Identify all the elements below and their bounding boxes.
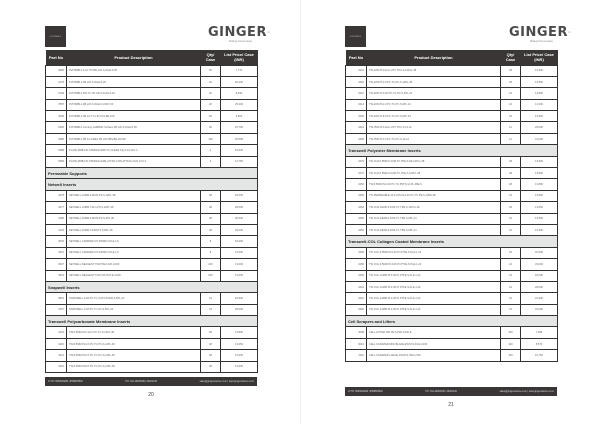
table-row <box>46 361 258 372</box>
part-number: 3462 <box>346 202 367 213</box>
qty-per-case: 24 <box>501 213 521 224</box>
list-price: 13,800 <box>521 168 558 179</box>
list-price: 13,800 <box>521 111 558 122</box>
table-row <box>346 350 558 361</box>
list-price: 25,200 <box>221 99 258 110</box>
list-price: 13,650 <box>221 338 258 349</box>
ginger-logo <box>208 25 271 43</box>
list-price: 13,800 <box>521 190 558 201</box>
part-number: 7887 <box>46 99 67 110</box>
list-price: 14,750 <box>221 156 258 167</box>
list-price: 30,000 <box>221 213 258 224</box>
table-row <box>346 259 558 270</box>
part-number: 3401 <box>346 65 367 76</box>
product-description: CELL LIFTER,180 PE,S,IND,1/100 E <box>367 327 501 338</box>
table-row <box>46 327 258 338</box>
product-description: TW,12W PL0.4um HTC TPC,S,12PL1.48 <box>367 65 501 76</box>
part-number: 3495 <box>346 247 367 258</box>
qty-per-case: 24 <box>501 304 521 315</box>
part-number: 3414 <box>346 99 367 110</box>
product-description: NETWELL,24MM,440UM,PS,S,12PL,48 <box>67 190 201 201</box>
list-price: 7,999 <box>521 327 558 338</box>
table-row <box>346 202 558 213</box>
product-description: NETWELL REAGENT TRAY,WHT,IN,E,1/200 <box>67 270 201 281</box>
list-price: 41,000 <box>521 133 558 144</box>
section-row <box>46 316 258 327</box>
list-price: 18,000 <box>221 190 258 201</box>
product-description: TW CLR,24MM,0.4UM,TC,TPE,S,6PL,24 <box>367 213 501 224</box>
qty-per-case: 8 <box>201 247 221 258</box>
table-row <box>46 156 258 167</box>
part-number: 3428 <box>346 133 367 144</box>
qty-per-case: 20 <box>201 99 221 110</box>
qty-per-case: 4 <box>201 145 221 156</box>
product-description: NETWELL CARRIER,KIT,15MM,N,IN,E,1,8 <box>67 236 201 247</box>
table-row <box>46 122 258 133</box>
price-table <box>45 50 258 373</box>
product-description: TW COL,12MM PL3.00 PI,PTFE,S,IN,E,1,24 <box>367 281 501 292</box>
qty-per-case: 48 <box>201 190 221 201</box>
table-row <box>346 156 558 167</box>
qty-per-case: 48 <box>201 350 221 361</box>
col-qty: Qty/ Case <box>501 50 521 65</box>
part-number: 3491 <box>346 281 367 292</box>
logo-text: GINGER <box>208 25 267 40</box>
part-number: 3450 <box>346 190 367 201</box>
qty-per-case: 4 <box>201 156 221 167</box>
product-description: PLTNMBL1.0B,LID,S,IN,ELS,20 <box>67 76 201 87</box>
section-row <box>346 316 558 327</box>
qty-per-case: 48 <box>501 76 521 87</box>
table-row <box>46 338 258 349</box>
table-row <box>346 281 558 292</box>
part-number: 3686 <box>46 133 67 144</box>
table-header <box>46 50 258 65</box>
part-number: 3493 <box>346 270 367 281</box>
part-number: 3421 <box>46 350 67 361</box>
qty-per-case: 24 <box>501 224 521 235</box>
part-number: 3450 <box>346 213 367 224</box>
part-number: 3521 <box>46 247 67 258</box>
qty-per-case: 24 <box>501 99 521 110</box>
product-description: CELL SCRAPER,LARGE,39CM,S,IND,1/100 <box>367 350 501 361</box>
footer-phone: ✆ HO: 9650020286 | 9599583502 <box>48 381 83 383</box>
product-description: TW,12W PL3.0 PC,TC,PC,S,12PL,48 <box>367 76 501 87</box>
col-description: Product Description <box>67 50 201 65</box>
list-price: 9,800 <box>221 111 258 122</box>
list-price: 13,600 <box>221 350 258 361</box>
page-number: 20 <box>148 392 154 398</box>
table-row <box>46 111 258 122</box>
part-number: 3415 <box>46 338 67 349</box>
table-row <box>346 293 558 304</box>
list-price: 19,530 <box>221 145 258 156</box>
list-price: 25,200 <box>221 76 258 87</box>
part-number: 3520 <box>46 236 67 247</box>
list-price: 31,900 <box>521 293 558 304</box>
table-row <box>46 88 258 99</box>
list-price: 18,000 <box>521 270 558 281</box>
product-description: TW,24W PL3.0 PC,TC,PC,S,6PL,24 <box>367 99 501 110</box>
table-row <box>46 270 258 281</box>
contact-footer <box>345 387 557 396</box>
qty-per-case: 48 <box>501 65 521 76</box>
part-number: 3519 <box>46 270 67 281</box>
table-row <box>46 145 258 156</box>
part-number: 3696 <box>46 111 67 122</box>
table-row <box>346 76 558 87</box>
qty-per-case: 24 <box>501 281 521 292</box>
product-description: TW,6.5MM PL3.0 PC,TC,PC,S,12PL,48 <box>67 338 201 349</box>
table-row <box>346 304 558 315</box>
part-number: 0989 <box>46 156 67 167</box>
table-row <box>346 270 558 281</box>
section-row <box>46 168 258 179</box>
product-description: TW,6.5MM PL8.0 PC,TC,PC,S,12PL,48 <box>67 361 201 372</box>
table-row <box>346 99 558 110</box>
part-number: 3010 <box>346 338 367 349</box>
part-number: 3472 <box>346 168 367 179</box>
part-number: 3460 <box>346 179 367 190</box>
section-title: Transwell Polyester Membrane Inserts <box>346 145 558 156</box>
qty-per-case: 24 <box>501 270 521 281</box>
list-price: 13,800 <box>521 65 558 76</box>
table-row <box>346 179 558 190</box>
product-description: PLATE,RMB,LID,STERILE,SIZE,ULTRA LOW ATTACH,S,IN,12/1.2 <box>67 156 201 167</box>
product-description: TW COL,6.5MM PL0.40 PI,PTFE,S,IN,E,1,24 <box>367 247 501 258</box>
logo-tagline: Making Science Easy <box>229 40 252 43</box>
section-title: Snapwell Inserts <box>46 281 258 292</box>
list-price: 13,800 <box>521 224 558 235</box>
list-price: 10,750 <box>521 350 558 361</box>
product-description: TW COL,24MM PL3.00 PI,PTFE,S,IN,E,1,24 <box>367 304 501 315</box>
section-row <box>46 179 258 190</box>
part-number: 3470 <box>346 156 367 167</box>
qty-per-case: 100 <box>501 338 521 349</box>
part-number: 3407 <box>46 304 67 315</box>
qty-per-case: 50 <box>201 65 221 76</box>
table-row <box>46 293 258 304</box>
list-price: 18,900 <box>221 293 258 304</box>
product-description: TW COL,12MM PL0.40 PI,PTFE,S,IN,E,1,24 <box>367 270 501 281</box>
price-table <box>345 50 558 362</box>
part-number: 6180 <box>46 213 67 224</box>
list-price: 29,000 <box>221 224 258 235</box>
part-number: 0890 <box>46 65 67 76</box>
part-number: 3492 <box>346 304 367 315</box>
table-row <box>346 224 558 235</box>
table-row <box>346 65 558 76</box>
qty-per-case: 24 <box>201 293 221 304</box>
part-number: 3420 <box>346 111 367 122</box>
qty-per-case: 24 <box>501 293 521 304</box>
trademark: ™ <box>567 31 572 35</box>
part-number: 3491 <box>346 293 367 304</box>
list-price: 14,800 <box>521 88 558 99</box>
trademark: ™ <box>266 31 271 35</box>
table-row <box>346 338 558 349</box>
product-description: TW CLR,6.5MM,3.0UM,TC,TPE,S,12PL1.48 <box>367 168 501 179</box>
product-description: PLATE,RMB,LID,STERILE,96W,TC,CLEAR,SQ,S,IN,12/1.4 <box>67 145 201 156</box>
list-price: 13,800 <box>521 179 558 190</box>
part-number: 3452 <box>346 224 367 235</box>
table-row <box>46 224 258 235</box>
product-description: TW COL,6.5MM PL3.00 PI,PTFE,S,IN,E,1,24 <box>367 259 501 270</box>
part-number: 0178 <box>46 76 67 87</box>
part-number: 3496 <box>346 259 367 270</box>
qty-per-case: 48 <box>201 327 221 338</box>
corning-logo: CORNING <box>45 26 66 47</box>
table-row <box>46 190 258 201</box>
part-number: 3527 <box>46 259 67 270</box>
table-row <box>46 65 258 76</box>
product-description: NETWELL,15MM,440UM,PS,S,6PL,48 <box>67 213 201 224</box>
qty-per-case: 100 <box>201 133 221 144</box>
qty-per-case: 24 <box>501 247 521 258</box>
table-row <box>46 76 258 87</box>
section-row <box>346 236 558 247</box>
table-header <box>346 50 558 65</box>
qty-per-case: 12 <box>501 133 521 144</box>
col-description: Product Description <box>367 50 501 65</box>
list-price: 29,000 <box>521 122 558 133</box>
qty-per-case: 100 <box>501 327 521 338</box>
qty-per-case: 48 <box>501 168 521 179</box>
qty-per-case: 48 <box>201 213 221 224</box>
list-price: 20,790 <box>221 122 258 133</box>
col-price: List Price/ Case (INR) <box>521 50 558 65</box>
footer-tel: HO: 011-26293036 | 26201236 <box>125 380 157 383</box>
list-price: 13,650 <box>521 202 558 213</box>
part-number: 3422 <box>46 361 67 372</box>
footer-phone: ✆ HO: 9650020286 | 9599583502 <box>348 391 383 393</box>
logo-tagline: Making Science Easy <box>530 40 553 43</box>
qty-per-case: 200 <box>201 270 221 281</box>
table-row <box>46 213 258 224</box>
product-description: NETWELL,24MM,74um,PS,S,12PL,48 <box>67 202 201 213</box>
col-part-no: Part No <box>346 50 367 65</box>
qty-per-case: 48 <box>201 224 221 235</box>
product-description: PLTNMBL1.0B,1/2 TC,LID,S,IN,BE,100 <box>67 111 201 122</box>
table-row <box>346 168 558 179</box>
qty-per-case: 48 <box>201 202 221 213</box>
part-number: 0988 <box>46 145 67 156</box>
list-price: 33,000 <box>521 259 558 270</box>
qty-per-case: 60 <box>201 111 221 122</box>
table-row <box>46 133 258 144</box>
part-number: 3412 <box>346 88 367 99</box>
col-qty: Qty/ Case <box>201 50 221 65</box>
list-price: 32,500 <box>521 247 558 258</box>
product-description: PLTNMBL1.Corning CellBIND Surface,FB,LID,S,IN,ELS,50 <box>67 122 201 133</box>
qty-per-case: 48 <box>501 156 521 167</box>
table-row <box>346 133 558 144</box>
contact-footer <box>45 377 257 386</box>
table-row <box>46 259 258 270</box>
qty-per-case: 20 <box>201 76 221 87</box>
qty-per-case: 24 <box>501 88 521 99</box>
section-title: Transwell Polycarbonate Membrane Inserts <box>46 316 258 327</box>
part-number: 3011 <box>346 350 367 361</box>
list-price: 13,800 <box>521 156 558 167</box>
product-description: TW CLR,6.5MM,0.4UM,TC,TPE,S,PE,12PL1.48 <box>367 156 501 167</box>
product-description: TW PERMEABLE,24,0,24S PL0.40 PC,TC,PE,S,12PE,48 <box>367 190 501 201</box>
qty-per-case: 24 <box>501 190 521 201</box>
product-description: SNAPWELL,0.40 PC,TC,PC,S,6PL,24 <box>67 304 201 315</box>
table-row <box>346 247 558 258</box>
list-price: 28,000 <box>221 304 258 315</box>
table-row <box>346 327 558 338</box>
logo-text: GINGER <box>509 25 568 40</box>
list-price: 28,000 <box>221 202 258 213</box>
product-description: NETWELL CARRIER,KIT,24MM,N,IN,E,1,8 <box>67 247 201 258</box>
product-description: NETWELL,15MM,74UM,PS,S,6PL,48 <box>67 224 201 235</box>
footer-tel: HO: 011-26293036 | 26201236 <box>425 390 457 393</box>
list-price: 54,000 <box>221 236 258 247</box>
product-description: PLTNMBL1.0B,LID,S,IN,ELS,ASSY,20 <box>67 99 201 110</box>
list-price: 7,770 <box>221 65 258 76</box>
product-description: TW,75W PL3.0 PC,TC,PC,S,12,12 <box>367 133 501 144</box>
product-description: TW,6.5MM PL0.4um PC,TC,S,12PL,48 <box>67 327 201 338</box>
list-price: 35,596 <box>221 133 258 144</box>
product-description: TW,6.5MM PL5.0 PC,TC,PC,S,12PL,48 <box>67 350 201 361</box>
table-row <box>346 213 558 224</box>
list-price: 13,800 <box>221 327 258 338</box>
qty-per-case: 24 <box>501 111 521 122</box>
corning-logo: CORNING <box>345 26 366 47</box>
catalog-page-right <box>300 0 600 424</box>
table-row <box>46 350 258 361</box>
part-number: 3801 <box>46 293 67 304</box>
qty-per-case: 12 <box>501 122 521 133</box>
section-row <box>46 281 258 292</box>
part-number: 3478 <box>46 190 67 201</box>
product-description: TW,75W PL0.4um HTC TPC,S,12,12 <box>367 122 501 133</box>
table-row <box>46 202 258 213</box>
product-description: TW COL,24MM PL0.40 PI,PTFE,S,IN,E,1,24 <box>367 293 501 304</box>
table-row <box>46 304 258 315</box>
product-description: CELL SCRAPER,MINI BLADE,25CM,S,IN,E,1/100 <box>367 338 501 349</box>
product-description: PLTNMBL1.0-L0.75-50D,LID,S,IN,ELS,50 <box>67 65 201 76</box>
list-price: 8,540 <box>221 88 258 99</box>
part-number: 3413 <box>46 327 67 338</box>
section-title: Transwell-COL Collagen Coated Membrane Inserts <box>346 236 558 247</box>
product-description: TW,24W PL8.0 PC,TC,PC,S,6PL,24 <box>367 111 501 122</box>
col-price: List Price/ Case (INR) <box>221 50 258 65</box>
list-price: 13,000 <box>221 259 258 270</box>
list-price: 13,600 <box>221 361 258 372</box>
qty-per-case: 100 <box>501 350 521 361</box>
product-description: PLTNMBL1.0B,1/2 AREA,FB,LID,NBS,BE,20/100 <box>67 133 201 144</box>
table-row <box>346 111 558 122</box>
qty-per-case: 48 <box>201 338 221 349</box>
qty-per-case: 60 <box>201 122 221 133</box>
qty-per-case: 24 <box>501 259 521 270</box>
ginger-logo <box>509 25 572 43</box>
list-price: 13,800 <box>521 213 558 224</box>
table-row <box>346 190 558 201</box>
part-number: 0390 <box>46 122 67 133</box>
list-price: 13,000 <box>221 247 258 258</box>
part-number: 3008 <box>346 327 367 338</box>
section-title: Netwell Inserts <box>46 179 258 190</box>
part-number: 3419 <box>346 122 367 133</box>
list-price: 8,570 <box>521 338 558 349</box>
qty-per-case: 8 <box>201 236 221 247</box>
qty-per-case: 48 <box>201 361 221 372</box>
table-row <box>346 88 558 99</box>
qty-per-case: 20 <box>201 88 221 99</box>
table-row <box>346 122 558 133</box>
list-price: 13,000 <box>221 270 258 281</box>
product-description: TW,6.5MM PL0.40 PC,TC,PSTS,12,PL,48E,S <box>367 179 501 190</box>
list-price: 13,800 <box>521 76 558 87</box>
table-row <box>46 247 258 258</box>
qty-per-case: 200 <box>201 259 221 270</box>
part-number: 0799 <box>46 88 67 99</box>
product-description: TW,24W PL0.40 PC,TC,PC,S,6PL,24 <box>367 88 501 99</box>
qty-per-case: 48 <box>501 202 521 213</box>
page-number: 21 <box>448 402 454 408</box>
list-price: 28,000 <box>521 281 558 292</box>
footer-contact: sales@gingerscience.co.in | www.gingerscience.co.in <box>199 380 254 383</box>
product-description: NETWELL REAGENT TRAY,BLK,200,1/200 <box>67 259 201 270</box>
section-title: Permeable Supports <box>46 168 258 179</box>
product-description: SNAPWELL,0.40 PC,TC,CUP FILTER,S,6PL,24 <box>67 293 201 304</box>
part-number: 3477 <box>46 202 67 213</box>
product-description: TW CLR,12MM,3.0UM,TC,TPE,S,12PL1.48 <box>367 202 501 213</box>
product-description: TW CLR,24MM,3.0UM,TC,TPE,S,6PL,24 <box>367 224 501 235</box>
table-row <box>46 236 258 247</box>
list-price: 43,000 <box>521 304 558 315</box>
section-row <box>346 145 558 156</box>
col-part-no: Part No <box>46 50 67 65</box>
part-number: 3402 <box>346 76 367 87</box>
table-row <box>46 99 258 110</box>
product-description: PLTNMBL1.0W,TC,TR,LID,S,IN,ELS,20 <box>67 88 201 99</box>
part-number: 3479 <box>46 224 67 235</box>
list-price: 14,300 <box>521 99 558 110</box>
qty-per-case: 24 <box>201 304 221 315</box>
section-title: Cell Scrapers and Lifters <box>346 316 558 327</box>
footer-contact: sales@gingerscience.co.in | www.gingerscience.co.in <box>499 390 554 393</box>
qty-per-case: 48 <box>501 179 521 190</box>
